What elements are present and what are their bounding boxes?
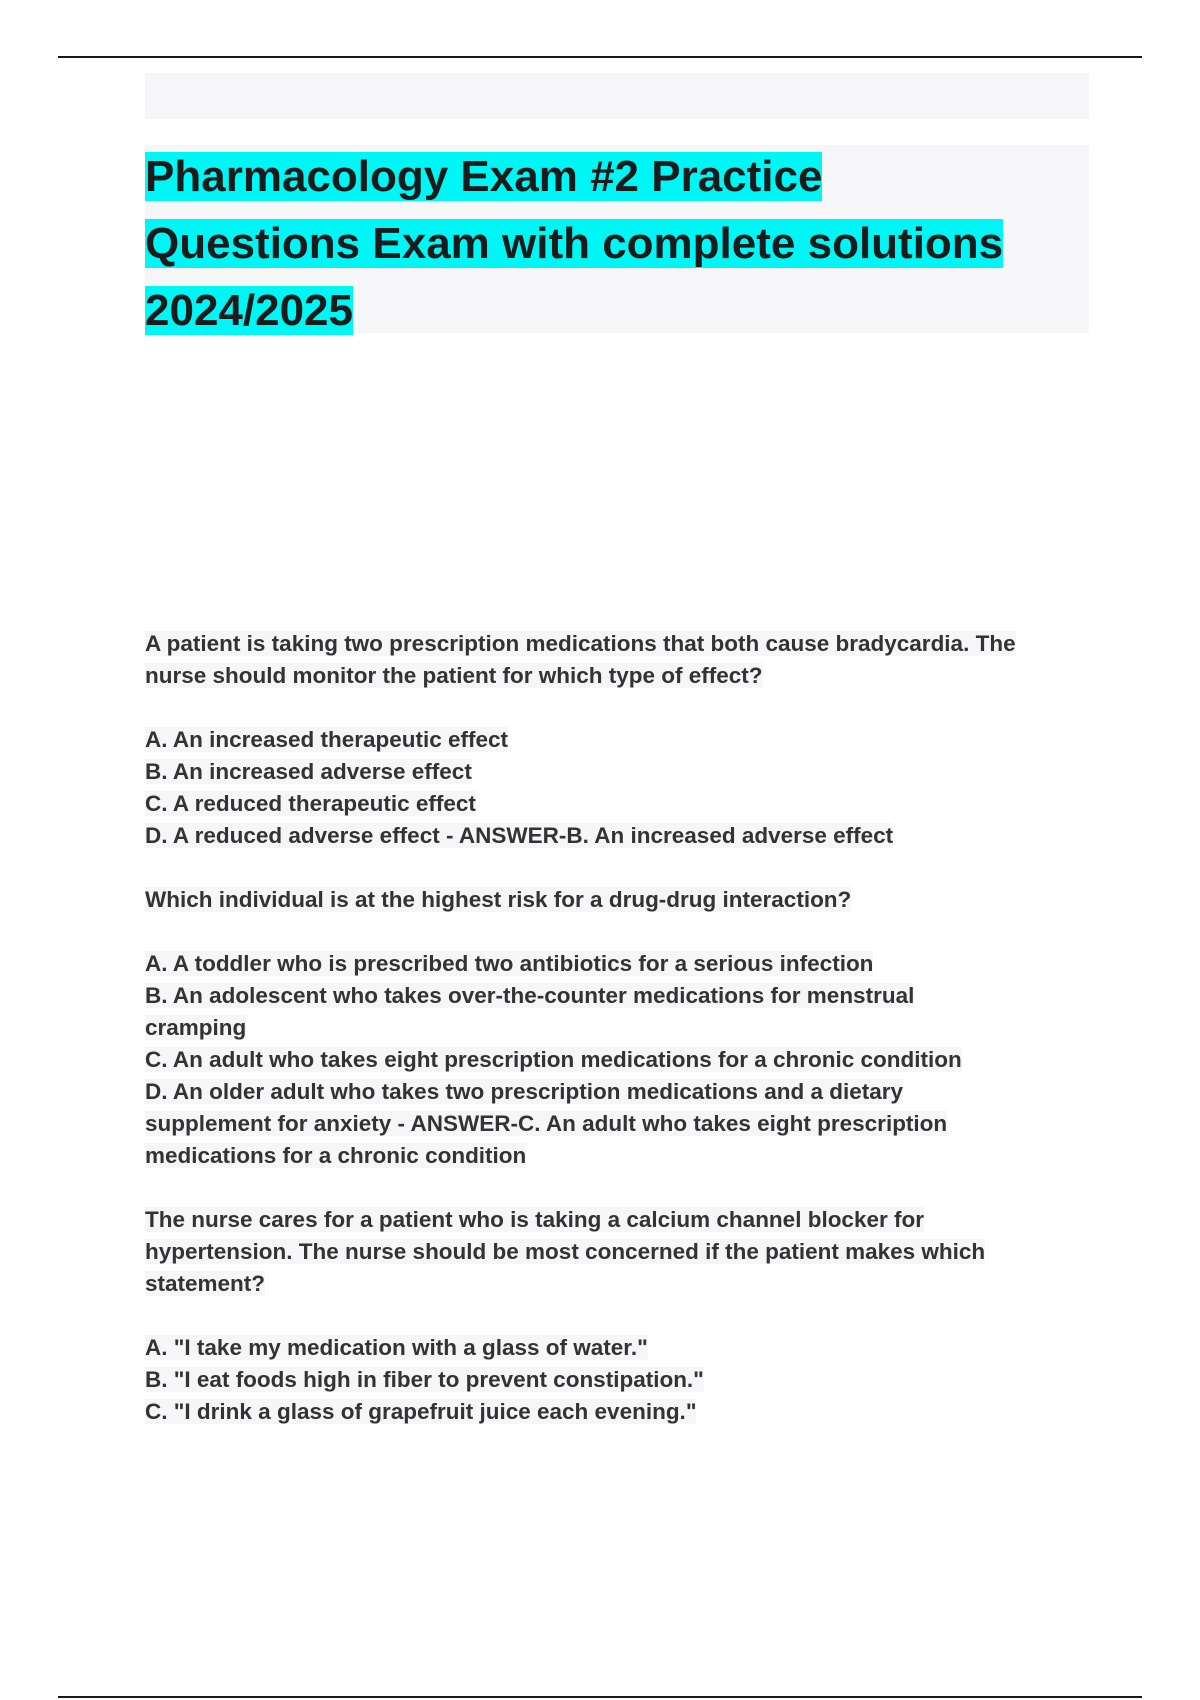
answer-option: D. An older adult who takes two prescription medications and a dietary — [145, 1079, 904, 1104]
answer-option: A. A toddler who is prescribed two antibiotics for a serious infection — [145, 951, 874, 976]
title-line: Pharmacology Exam #2 Practice — [145, 152, 823, 201]
question-3 — [145, 1204, 1095, 1428]
title-block — [145, 145, 1089, 333]
header-rule — [58, 56, 1142, 58]
questions-list — [145, 628, 1095, 1428]
question-stem: The nurse cares for a patient who is taking a calcium channel blocker for — [145, 1207, 924, 1232]
answer-option: C. "I drink a glass of grapefruit juice each evening." — [145, 1399, 697, 1424]
answer-option: A. An increased therapeutic effect — [145, 727, 509, 752]
answer-option: C. A reduced therapeutic effect — [145, 791, 476, 816]
answer-option-continued: supplement for anxiety - ANSWER-C. An adult who takes eight prescription — [145, 1111, 948, 1136]
question-2 — [145, 884, 1095, 1172]
title-line: Questions Exam with complete solutions — [145, 219, 1004, 268]
answer-option: B. An increased adverse effect — [145, 759, 472, 784]
question-stem: statement? — [145, 1271, 266, 1296]
document-title — [145, 143, 1089, 344]
question-1 — [145, 628, 1095, 852]
answer-option: B. "I eat foods high in fiber to prevent constipation." — [145, 1367, 704, 1392]
header-band — [145, 73, 1089, 119]
question-stem: hypertension. The nurse should be most concerned if the patient makes which — [145, 1239, 986, 1264]
question-stem: nurse should monitor the patient for which type of effect? — [145, 663, 763, 688]
question-stem: Which individual is at the highest risk for a drug-drug interaction? — [145, 887, 852, 912]
answer-option-continued: cramping — [145, 1015, 247, 1040]
answer-option-continued: medications for a chronic condition — [145, 1143, 527, 1168]
question-stem: A patient is taking two prescription medications that both cause bradycardia. The — [145, 631, 1016, 656]
answer-option: A. "I take my medication with a glass of water." — [145, 1335, 648, 1360]
answer-option: B. An adolescent who takes over-the-counter medications for menstrual — [145, 983, 915, 1008]
title-line: 2024/2025 — [145, 286, 353, 335]
footer-rule — [58, 1696, 1142, 1698]
answer-option: C. An adult who takes eight prescription medications for a chronic condition — [145, 1047, 962, 1072]
answer-option: D. A reduced adverse effect - ANSWER-B. An increased adverse effect — [145, 823, 894, 848]
